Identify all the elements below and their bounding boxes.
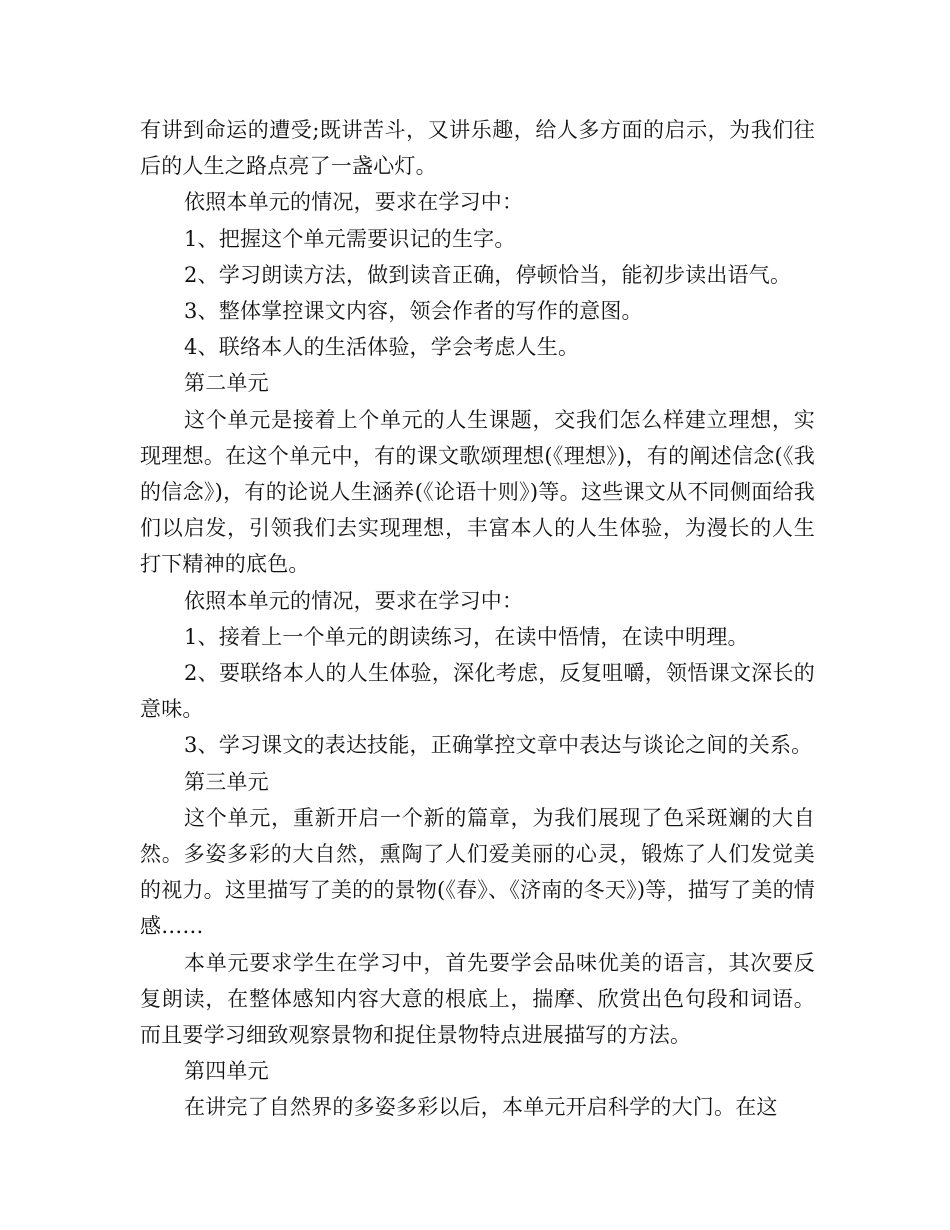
section-heading-unit-3: 第三单元	[184, 769, 269, 794]
paragraph-unit-3-intro: 这个单元，重新开启一个新的篇章，为我们展现了色采斑斓的大自然。多姿多彩的大自然，熏陶了人们爱美丽的心灵，锻炼了人们发觉美的视力。这里描写了美的的景物(《春》、《济南的冬天》)等，描写了美的情感……	[140, 805, 815, 939]
paragraph-unit-3-requirements: 本单元要求学生在学习中，首先要学会品味优美的语言，其次要反复朗读，在整体感知内容大意的根底上，揣摩、欣赏出色句段和词语。而且要学习细致观察景物和捉住景物特点进展描写的方法。	[140, 950, 815, 1048]
list-item-3: 3、整体掌控课文内容，领会作者的写作的意图。	[184, 299, 643, 324]
paragraph-unit-4-intro: 在讲完了自然界的多姿多彩以后，本单元开启科学的大门。在这	[184, 1095, 778, 1120]
paragraph-requirements-intro-1: 依照本单元的情况，要求在学习中：	[184, 190, 524, 215]
paragraph-requirements-intro-2: 依照本单元的情况，要求在学习中：	[184, 588, 524, 613]
paragraph-continuation: 有讲到命运的遭受;既讲苦斗，又讲乐趣，给人多方面的启示，为我们往后的人生之路点亮了一盏心灯。	[140, 118, 815, 179]
list-item-2: 2、要联络本人的人生体验，深化考虑，反复咀嚼，领悟课文深长的意味。	[140, 661, 815, 722]
list-item-4: 4、联络本人的生活体验，学会考虑人生。	[184, 335, 580, 360]
section-heading-unit-4: 第四单元	[184, 1059, 269, 1084]
list-item-1: 1、接着上一个单元的朗读练习，在读中悟情，在读中明理。	[184, 624, 749, 649]
document-body	[140, 112, 815, 1126]
paragraph-unit-2-intro: 这个单元是接着上个单元的人生课题，交我们怎么样建立理想，实现理想。在这个单元中，有的课文歌颂理想(《理想》)，有的阐述信念(《我的信念》)，有的论说人生涵养(《论语十则》)等。这些课文从不同侧面给我们以启发，引领我们去实现理想，丰富本人的人生体验，为漫长的人生打下精神的底色。	[140, 407, 815, 577]
list-item-1: 1、把握这个单元需要识记的生字。	[184, 226, 516, 251]
list-item-3: 3、学习课文的表达技能，正确掌控文章中表达与谈论之间的关系。	[184, 733, 813, 758]
list-item-2: 2、学习朗读方法，做到读音正确，停顿恰当，能初步读出语气。	[184, 262, 792, 287]
section-heading-unit-2: 第二单元	[184, 371, 269, 396]
